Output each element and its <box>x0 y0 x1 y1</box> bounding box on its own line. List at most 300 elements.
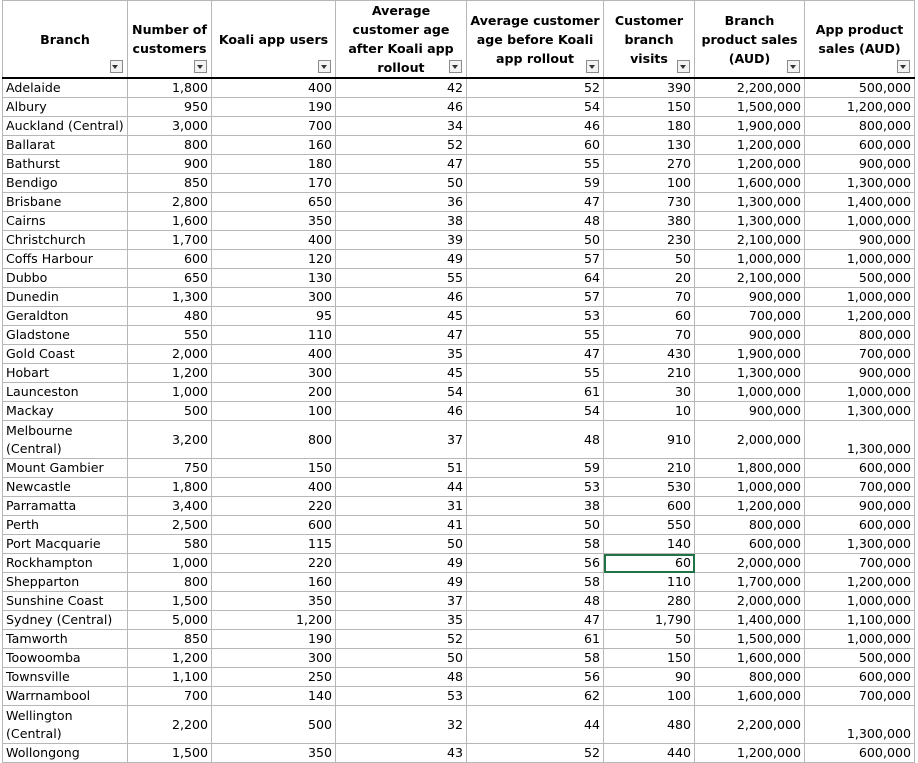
value-cell[interactable]: 59 <box>467 459 604 478</box>
value-cell[interactable]: 38 <box>467 497 604 516</box>
value-cell[interactable]: 700,000 <box>805 554 915 573</box>
value-cell[interactable]: 130 <box>604 136 695 155</box>
value-cell[interactable]: 1,200 <box>128 649 212 668</box>
value-cell[interactable]: 58 <box>467 535 604 554</box>
value-cell[interactable]: 1,900,000 <box>695 345 805 364</box>
value-cell[interactable]: 950 <box>128 98 212 117</box>
value-cell[interactable]: 2,100,000 <box>695 231 805 250</box>
value-cell[interactable]: 800,000 <box>695 516 805 535</box>
value-cell[interactable]: 55 <box>467 155 604 174</box>
value-cell[interactable]: 49 <box>336 554 467 573</box>
branch-cell[interactable]: Tamworth <box>3 630 128 649</box>
value-cell[interactable]: 900,000 <box>805 231 915 250</box>
branch-cell[interactable]: Gladstone <box>3 326 128 345</box>
value-cell[interactable]: 1,000,000 <box>695 478 805 497</box>
value-cell[interactable]: 1,500,000 <box>695 98 805 117</box>
branch-cell[interactable]: Launceston <box>3 383 128 402</box>
value-cell[interactable]: 600 <box>212 516 336 535</box>
value-cell[interactable]: 62 <box>467 687 604 706</box>
value-cell[interactable]: 46 <box>467 117 604 136</box>
value-cell[interactable]: 37 <box>336 592 467 611</box>
value-cell[interactable]: 700 <box>212 117 336 136</box>
branch-cell[interactable]: Mackay <box>3 402 128 421</box>
branch-cell[interactable]: Toowoomba <box>3 649 128 668</box>
value-cell[interactable]: 70 <box>604 288 695 307</box>
column-header[interactable] <box>805 1 915 79</box>
value-cell[interactable]: 2,200 <box>128 706 212 744</box>
value-cell[interactable]: 200 <box>212 383 336 402</box>
branch-cell[interactable]: Bathurst <box>3 155 128 174</box>
value-cell[interactable]: 120 <box>212 250 336 269</box>
branch-cell[interactable]: Wollongong <box>3 744 128 763</box>
value-cell[interactable]: 1,000,000 <box>805 592 915 611</box>
value-cell[interactable]: 61 <box>467 630 604 649</box>
value-cell[interactable]: 54 <box>467 402 604 421</box>
value-cell[interactable]: 1,300,000 <box>695 193 805 212</box>
value-cell[interactable]: 90 <box>604 668 695 687</box>
value-cell[interactable]: 59 <box>467 174 604 193</box>
value-cell[interactable]: 730 <box>604 193 695 212</box>
value-cell[interactable]: 1,300,000 <box>805 174 915 193</box>
value-cell[interactable]: 900 <box>128 155 212 174</box>
value-cell[interactable]: 46 <box>336 402 467 421</box>
value-cell[interactable]: 350 <box>212 744 336 763</box>
value-cell[interactable]: 400 <box>212 231 336 250</box>
value-cell[interactable]: 800 <box>128 136 212 155</box>
value-cell[interactable]: 45 <box>336 364 467 383</box>
table-row <box>3 630 915 649</box>
value-cell[interactable]: 54 <box>467 98 604 117</box>
value-cell[interactable]: 57 <box>467 250 604 269</box>
branch-cell[interactable]: Hobart <box>3 364 128 383</box>
value-cell[interactable]: 550 <box>128 326 212 345</box>
value-cell[interactable]: 50 <box>604 250 695 269</box>
value-cell[interactable]: 270 <box>604 155 695 174</box>
filter-dropdown-icon[interactable] <box>449 60 462 73</box>
value-cell[interactable]: 1,000,000 <box>805 383 915 402</box>
value-cell[interactable]: 1,200 <box>128 364 212 383</box>
column-header[interactable] <box>336 1 467 79</box>
filter-dropdown-icon[interactable] <box>586 60 599 73</box>
value-cell[interactable]: 300 <box>212 649 336 668</box>
branch-cell[interactable]: Cairns <box>3 212 128 231</box>
table-row <box>3 136 915 155</box>
value-cell[interactable]: 50 <box>336 535 467 554</box>
branch-cell[interactable]: Rockhampton <box>3 554 128 573</box>
value-cell[interactable]: 280 <box>604 592 695 611</box>
value-cell[interactable]: 110 <box>604 573 695 592</box>
value-cell[interactable]: 64 <box>467 269 604 288</box>
value-cell[interactable]: 850 <box>128 174 212 193</box>
table-row <box>3 611 915 630</box>
value-cell[interactable]: 49 <box>336 573 467 592</box>
value-cell[interactable]: 650 <box>128 269 212 288</box>
value-cell[interactable]: 700,000 <box>805 345 915 364</box>
value-cell[interactable]: 2,000,000 <box>695 592 805 611</box>
table-row <box>3 307 915 326</box>
filter-dropdown-icon[interactable] <box>318 60 331 73</box>
filter-dropdown-icon[interactable] <box>787 60 800 73</box>
column-header[interactable] <box>128 1 212 79</box>
value-cell[interactable]: 44 <box>336 478 467 497</box>
value-cell[interactable]: 1,600,000 <box>695 649 805 668</box>
value-cell[interactable]: 53 <box>467 307 604 326</box>
value-cell[interactable]: 600,000 <box>805 516 915 535</box>
filter-dropdown-icon[interactable] <box>677 60 690 73</box>
value-cell[interactable]: 61 <box>467 383 604 402</box>
value-cell[interactable]: 48 <box>467 421 604 459</box>
value-cell[interactable]: 700 <box>128 687 212 706</box>
value-cell[interactable]: 1,300,000 <box>805 421 915 459</box>
value-cell[interactable]: 53 <box>336 687 467 706</box>
value-cell[interactable]: 5,000 <box>128 611 212 630</box>
value-cell[interactable]: 56 <box>467 668 604 687</box>
value-cell[interactable]: 480 <box>604 706 695 744</box>
value-cell[interactable]: 1,200,000 <box>805 98 915 117</box>
sort-filter-icon[interactable] <box>110 60 123 73</box>
value-cell[interactable]: 650 <box>212 193 336 212</box>
table-row <box>3 649 915 668</box>
value-cell[interactable]: 480 <box>128 307 212 326</box>
value-cell[interactable]: 300 <box>212 288 336 307</box>
value-cell[interactable]: 46 <box>336 288 467 307</box>
branch-cell[interactable]: Port Macquarie <box>3 535 128 554</box>
value-cell[interactable]: 440 <box>604 744 695 763</box>
branch-cell[interactable]: Melbourne (Central) <box>3 421 128 459</box>
value-cell[interactable]: 47 <box>467 611 604 630</box>
value-cell[interactable]: 50 <box>467 231 604 250</box>
value-cell[interactable]: 500,000 <box>805 269 915 288</box>
value-cell[interactable]: 500 <box>212 706 336 744</box>
value-cell[interactable]: 47 <box>336 155 467 174</box>
branch-cell[interactable]: Sunshine Coast <box>3 592 128 611</box>
value-cell[interactable]: 3,400 <box>128 497 212 516</box>
value-cell[interactable]: 55 <box>336 269 467 288</box>
value-cell[interactable]: 1,100,000 <box>805 611 915 630</box>
value-cell[interactable]: 900,000 <box>695 402 805 421</box>
column-header[interactable] <box>467 1 604 79</box>
value-cell[interactable]: 48 <box>467 212 604 231</box>
value-cell[interactable]: 48 <box>467 592 604 611</box>
value-cell[interactable]: 250 <box>212 668 336 687</box>
value-cell[interactable]: 210 <box>604 459 695 478</box>
table-row <box>3 117 915 136</box>
value-cell[interactable]: 115 <box>212 535 336 554</box>
filter-dropdown-icon[interactable] <box>194 60 207 73</box>
value-cell[interactable]: 36 <box>336 193 467 212</box>
branch-cell[interactable]: Newcastle <box>3 478 128 497</box>
value-cell[interactable]: 1,000,000 <box>805 212 915 231</box>
value-cell[interactable]: 400 <box>212 345 336 364</box>
value-cell[interactable]: 600,000 <box>695 535 805 554</box>
table-row <box>3 250 915 269</box>
table-row <box>3 573 915 592</box>
column-header[interactable] <box>3 1 128 79</box>
value-cell[interactable]: 1,200,000 <box>695 744 805 763</box>
value-cell[interactable]: 700,000 <box>695 307 805 326</box>
value-cell[interactable]: 1,300,000 <box>695 212 805 231</box>
value-cell[interactable]: 20 <box>604 269 695 288</box>
value-cell[interactable]: 350 <box>212 592 336 611</box>
value-cell[interactable]: 500,000 <box>805 78 915 98</box>
value-cell[interactable]: 95 <box>212 307 336 326</box>
value-cell[interactable]: 600,000 <box>805 136 915 155</box>
column-header-label: Average customer age before Koali app rollout <box>470 12 600 66</box>
value-cell[interactable]: 55 <box>467 326 604 345</box>
column-header-label: Number of customers <box>132 22 207 56</box>
value-cell[interactable]: 34 <box>336 117 467 136</box>
value-cell[interactable]: 530 <box>604 478 695 497</box>
value-cell[interactable]: 750 <box>128 459 212 478</box>
value-cell[interactable]: 1,300,000 <box>805 535 915 554</box>
filter-dropdown-icon[interactable] <box>897 60 910 73</box>
value-cell[interactable]: 100 <box>604 687 695 706</box>
value-cell[interactable]: 35 <box>336 611 467 630</box>
value-cell[interactable]: 52 <box>336 630 467 649</box>
value-cell[interactable]: 53 <box>467 478 604 497</box>
branch-cell[interactable]: Brisbane <box>3 193 128 212</box>
branch-cell[interactable]: Mount Gambier <box>3 459 128 478</box>
value-cell[interactable]: 52 <box>467 744 604 763</box>
value-cell[interactable]: 1,800 <box>128 478 212 497</box>
value-cell[interactable]: 41 <box>336 516 467 535</box>
value-cell[interactable]: 600,000 <box>805 668 915 687</box>
value-cell[interactable]: 220 <box>212 497 336 516</box>
value-cell[interactable]: 140 <box>604 535 695 554</box>
value-cell[interactable]: 57 <box>467 288 604 307</box>
value-cell[interactable]: 1,600 <box>128 212 212 231</box>
value-cell[interactable]: 210 <box>604 364 695 383</box>
value-cell[interactable]: 900,000 <box>805 497 915 516</box>
value-cell[interactable]: 32 <box>336 706 467 744</box>
branch-cell[interactable]: Perth <box>3 516 128 535</box>
value-cell[interactable]: 600,000 <box>805 459 915 478</box>
value-cell[interactable]: 3,000 <box>128 117 212 136</box>
value-cell[interactable]: 50 <box>336 174 467 193</box>
column-header[interactable] <box>695 1 805 79</box>
value-cell[interactable]: 550 <box>604 516 695 535</box>
value-cell[interactable]: 1,500 <box>128 744 212 763</box>
column-header[interactable] <box>212 1 336 79</box>
value-cell[interactable]: 1,200,000 <box>805 573 915 592</box>
value-cell[interactable]: 2,200,000 <box>695 706 805 744</box>
value-cell[interactable]: 700,000 <box>805 478 915 497</box>
value-cell[interactable]: 1,000,000 <box>805 250 915 269</box>
value-cell[interactable]: 160 <box>212 573 336 592</box>
value-cell[interactable]: 54 <box>336 383 467 402</box>
value-cell[interactable]: 220 <box>212 554 336 573</box>
value-cell[interactable]: 1,000 <box>128 554 212 573</box>
value-cell[interactable]: 160 <box>212 136 336 155</box>
value-cell[interactable]: 46 <box>336 98 467 117</box>
value-cell[interactable]: 1,000,000 <box>805 630 915 649</box>
value-cell[interactable]: 56 <box>467 554 604 573</box>
value-cell[interactable]: 2,000 <box>128 345 212 364</box>
value-cell[interactable]: 150 <box>212 459 336 478</box>
value-cell[interactable]: 1,800 <box>128 78 212 98</box>
branch-cell[interactable]: Sydney (Central) <box>3 611 128 630</box>
value-cell[interactable]: 430 <box>604 345 695 364</box>
value-cell[interactable]: 2,200,000 <box>695 78 805 98</box>
value-cell[interactable]: 10 <box>604 402 695 421</box>
value-cell[interactable]: 230 <box>604 231 695 250</box>
value-cell[interactable]: 50 <box>336 649 467 668</box>
value-cell[interactable]: 100 <box>604 174 695 193</box>
value-cell[interactable]: 1,300,000 <box>805 402 915 421</box>
value-cell[interactable]: 1,800,000 <box>695 459 805 478</box>
column-header-label: Branch <box>40 31 90 47</box>
value-cell[interactable]: 1,790 <box>604 611 695 630</box>
value-cell[interactable]: 910 <box>604 421 695 459</box>
value-cell[interactable]: 1,000,000 <box>695 250 805 269</box>
value-cell[interactable]: 1,300,000 <box>805 706 915 744</box>
value-cell[interactable]: 1,400,000 <box>695 611 805 630</box>
value-cell[interactable]: 1,200,000 <box>805 307 915 326</box>
value-cell[interactable]: 2,100,000 <box>695 269 805 288</box>
value-cell[interactable]: 47 <box>467 345 604 364</box>
value-cell[interactable]: 1,600,000 <box>695 687 805 706</box>
value-cell[interactable]: 900,000 <box>695 326 805 345</box>
value-cell[interactable]: 50 <box>604 630 695 649</box>
value-cell[interactable]: 1,200,000 <box>695 136 805 155</box>
value-cell[interactable]: 50 <box>467 516 604 535</box>
value-cell[interactable]: 1,300 <box>128 288 212 307</box>
value-cell[interactable]: 58 <box>467 649 604 668</box>
value-cell[interactable]: 47 <box>467 193 604 212</box>
value-cell[interactable]: 2,000,000 <box>695 554 805 573</box>
value-cell[interactable]: 1,000,000 <box>695 383 805 402</box>
value-cell[interactable]: 1,700 <box>128 231 212 250</box>
table-row <box>3 592 915 611</box>
branch-cell[interactable]: Adelaide <box>3 78 128 98</box>
value-cell[interactable]: 1,600,000 <box>695 174 805 193</box>
branch-cell[interactable]: Parramatta <box>3 497 128 516</box>
value-cell[interactable]: 900,000 <box>805 155 915 174</box>
value-cell[interactable]: 1,200,000 <box>695 155 805 174</box>
value-cell[interactable]: 51 <box>336 459 467 478</box>
value-cell[interactable]: 110 <box>212 326 336 345</box>
value-cell[interactable]: 1,000,000 <box>805 288 915 307</box>
value-cell[interactable]: 30 <box>604 383 695 402</box>
value-cell[interactable]: 1,100 <box>128 668 212 687</box>
value-cell[interactable]: 49 <box>336 250 467 269</box>
value-cell[interactable]: 3,200 <box>128 421 212 459</box>
value-cell[interactable]: 400 <box>212 78 336 98</box>
value-cell[interactable]: 2,500 <box>128 516 212 535</box>
value-cell[interactable]: 2,800 <box>128 193 212 212</box>
branch-cell[interactable]: Gold Coast <box>3 345 128 364</box>
value-cell[interactable]: 1,200,000 <box>695 497 805 516</box>
value-cell[interactable]: 580 <box>128 535 212 554</box>
value-cell[interactable]: 1,200 <box>212 611 336 630</box>
value-cell[interactable]: 190 <box>212 630 336 649</box>
branch-cell[interactable]: Bendigo <box>3 174 128 193</box>
value-cell[interactable]: 800,000 <box>805 326 915 345</box>
value-cell[interactable]: 180 <box>212 155 336 174</box>
branch-cell[interactable]: Warrnambool <box>3 687 128 706</box>
value-cell[interactable]: 37 <box>336 421 467 459</box>
column-header[interactable] <box>604 1 695 79</box>
value-cell[interactable]: 52 <box>336 136 467 155</box>
value-cell[interactable]: 700,000 <box>805 687 915 706</box>
value-cell[interactable]: 45 <box>336 307 467 326</box>
value-cell[interactable]: 800 <box>212 421 336 459</box>
value-cell[interactable]: 600 <box>128 250 212 269</box>
value-cell[interactable]: 39 <box>336 231 467 250</box>
value-cell[interactable]: 500 <box>128 402 212 421</box>
value-cell[interactable]: 60 <box>467 136 604 155</box>
branch-cell[interactable]: Albury <box>3 98 128 117</box>
value-cell[interactable]: 850 <box>128 630 212 649</box>
value-cell[interactable]: 38 <box>336 212 467 231</box>
value-cell[interactable]: 180 <box>604 117 695 136</box>
value-cell[interactable]: 380 <box>604 212 695 231</box>
value-cell[interactable]: 60 <box>604 307 695 326</box>
branch-cell[interactable]: Coffs Harbour <box>3 250 128 269</box>
value-cell[interactable]: 100 <box>212 402 336 421</box>
value-cell[interactable]: 47 <box>336 326 467 345</box>
value-cell[interactable]: 300 <box>212 364 336 383</box>
value-cell[interactable]: 150 <box>604 649 695 668</box>
branch-cell[interactable]: Dubbo <box>3 269 128 288</box>
value-cell[interactable]: 52 <box>467 78 604 98</box>
value-cell[interactable]: 900,000 <box>695 288 805 307</box>
value-cell[interactable]: 2,000,000 <box>695 421 805 459</box>
branch-cell[interactable]: Christchurch <box>3 231 128 250</box>
branch-cell[interactable]: Ballarat <box>3 136 128 155</box>
value-cell[interactable]: 1,400,000 <box>805 193 915 212</box>
value-cell[interactable]: 35 <box>336 345 467 364</box>
value-cell[interactable]: 600,000 <box>805 744 915 763</box>
value-cell[interactable]: 48 <box>336 668 467 687</box>
value-cell[interactable]: 1,000 <box>128 383 212 402</box>
value-cell[interactable]: 500,000 <box>805 649 915 668</box>
value-cell[interactable]: 58 <box>467 573 604 592</box>
value-cell[interactable]: 44 <box>467 706 604 744</box>
value-cell[interactable]: 190 <box>212 98 336 117</box>
value-cell[interactable]: 170 <box>212 174 336 193</box>
selected-cell[interactable]: 60 <box>604 554 695 573</box>
value-cell[interactable]: 150 <box>604 98 695 117</box>
branch-cell[interactable]: Geraldton <box>3 307 128 326</box>
value-cell[interactable]: 1,500 <box>128 592 212 611</box>
value-cell[interactable]: 400 <box>212 478 336 497</box>
value-cell[interactable]: 900,000 <box>805 364 915 383</box>
value-cell[interactable]: 140 <box>212 687 336 706</box>
value-cell[interactable]: 800 <box>128 573 212 592</box>
value-cell[interactable]: 600 <box>604 497 695 516</box>
value-cell[interactable]: 350 <box>212 212 336 231</box>
branch-cell[interactable]: Wellington (Central) <box>3 706 128 744</box>
value-cell[interactable]: 43 <box>336 744 467 763</box>
value-cell[interactable]: 1,300,000 <box>695 364 805 383</box>
value-cell[interactable]: 55 <box>467 364 604 383</box>
value-cell[interactable]: 390 <box>604 78 695 98</box>
value-cell[interactable]: 800,000 <box>805 117 915 136</box>
value-cell[interactable]: 70 <box>604 326 695 345</box>
branch-cell[interactable]: Shepparton <box>3 573 128 592</box>
value-cell[interactable]: 1,500,000 <box>695 630 805 649</box>
value-cell[interactable]: 1,700,000 <box>695 573 805 592</box>
branch-cell[interactable]: Dunedin <box>3 288 128 307</box>
branch-cell[interactable]: Townsville <box>3 668 128 687</box>
value-cell[interactable]: 130 <box>212 269 336 288</box>
value-cell[interactable]: 1,900,000 <box>695 117 805 136</box>
value-cell[interactable]: 800,000 <box>695 668 805 687</box>
value-cell[interactable]: 42 <box>336 78 467 98</box>
value-cell[interactable]: 31 <box>336 497 467 516</box>
branch-cell[interactable]: Auckland (Central) <box>3 117 128 136</box>
